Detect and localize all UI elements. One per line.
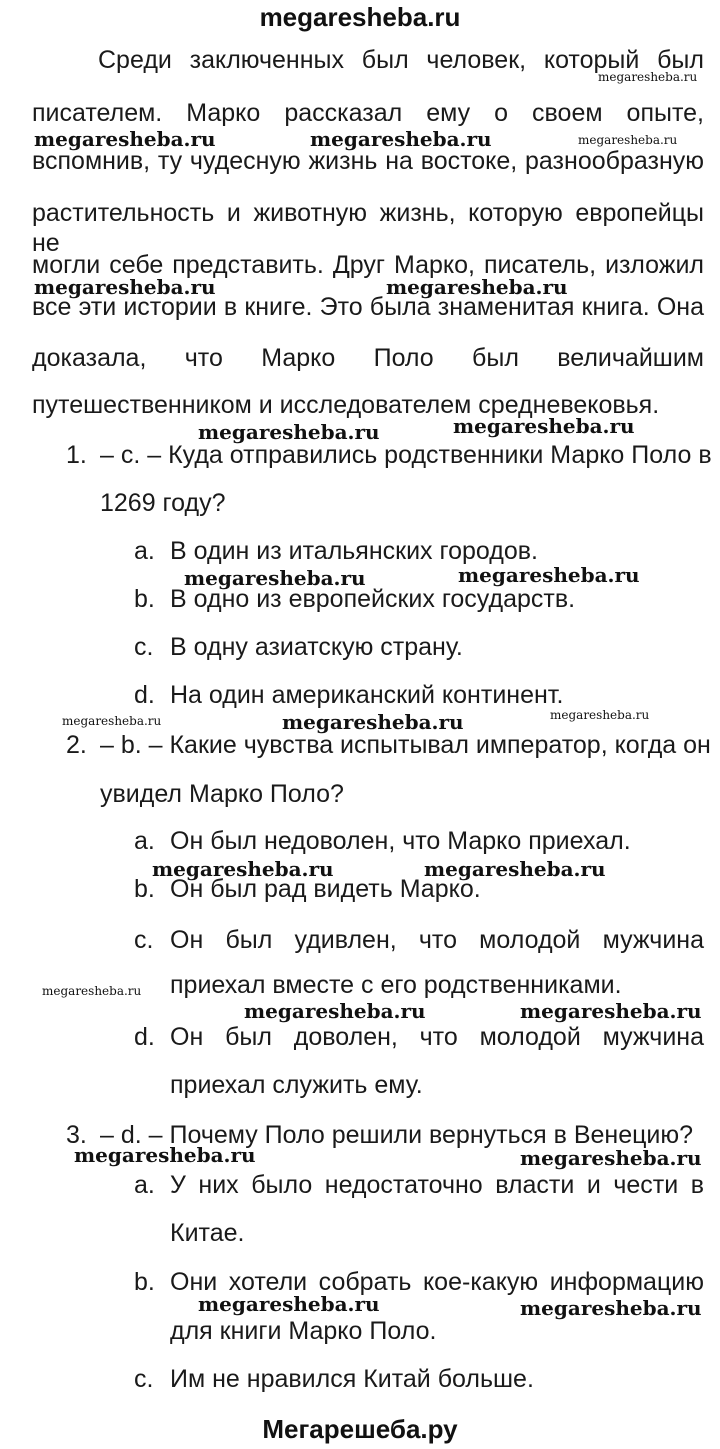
option-letter: d. [134, 681, 155, 709]
watermark: megaresheba.ru [62, 714, 162, 728]
watermark: megaresheba.ru [310, 127, 492, 151]
question-text: увидел Марко Поло? [100, 780, 344, 808]
watermark: megaresheba.ru [152, 857, 334, 881]
question-text: – d. – Почему Поло решили вернуться в Венецию? [100, 1121, 694, 1149]
watermark: megaresheba.ru [453, 414, 635, 438]
option-letter: d. [134, 1023, 155, 1051]
option-letter: c. [134, 926, 154, 954]
page-header: megaresheba.ru [259, 2, 461, 32]
option-text: У них было недостаточно власти и чести в [170, 1171, 704, 1199]
option-text: Он был недоволен, что Марко приехал. [170, 827, 631, 855]
watermark: megaresheba.ru [282, 710, 464, 734]
watermark: megaresheba.ru [244, 999, 426, 1023]
paragraph-line: могли себе представить. Друг Марко, писатель, изложил [32, 251, 704, 279]
watermark: megaresheba.ru [598, 70, 698, 84]
watermark: megaresheba.ru [520, 1296, 702, 1320]
option-text: приехал служить ему. [170, 1071, 423, 1099]
watermark: megaresheba.ru [520, 999, 702, 1023]
option-text: Они хотели собрать кое-какую информацию [170, 1268, 704, 1296]
paragraph-line: вспомнив, ту чудесную жизнь на востоке, разнообразную [32, 147, 704, 175]
option-text: В одно из европейских государств. [170, 585, 576, 613]
paragraph-line: путешественником и исследователем средневековья. [32, 391, 660, 419]
watermark: megaresheba.ru [74, 1143, 256, 1167]
option-letter: c. [134, 1365, 154, 1393]
watermark: megaresheba.ru [550, 708, 650, 722]
watermark: megaresheba.ru [198, 1292, 380, 1316]
question-text: 1269 году? [100, 489, 226, 517]
watermark: megaresheba.ru [458, 563, 640, 587]
option-text: На один американский континент. [170, 681, 564, 709]
question-text: – c. – Куда отправились родственники Марко Поло в [100, 441, 712, 469]
option-letter: b. [134, 875, 155, 903]
question-text: – b. – Какие чувства испытывал император, когда он [100, 731, 711, 759]
option-text: Им не нравился Китай больше. [170, 1365, 534, 1393]
watermark: megaresheba.ru [386, 275, 568, 299]
paragraph-line: доказала, что Марко Поло был величайшим [32, 344, 704, 372]
paragraph-line: растительность и животную жизнь, которую европейцы не [32, 199, 704, 257]
option-letter: a. [134, 537, 155, 565]
watermark: megaresheba.ru [34, 275, 216, 299]
option-letter: a. [134, 827, 155, 855]
question-number: 3. [66, 1121, 87, 1149]
option-text: для книги Марко Поло. [170, 1317, 437, 1345]
option-letter: a. [134, 1171, 155, 1199]
watermark: megaresheba.ru [198, 420, 380, 444]
option-text: Китае. [170, 1219, 245, 1247]
watermark: megaresheba.ru [34, 127, 216, 151]
option-text: Он был удивлен, что молодой мужчина [170, 926, 704, 954]
option-text: Он был доволен, что молодой мужчина [170, 1023, 704, 1051]
option-letter: b. [134, 1268, 155, 1296]
question-number: 2. [66, 731, 87, 759]
paragraph-line: все эти истории в книге. Это была знаменитая книга. Она [32, 293, 704, 321]
paragraph-line: Среди заключенных был человек, который был [98, 46, 704, 74]
watermark: megaresheba.ru [42, 984, 142, 998]
option-text: приехал вместе с его родственниками. [170, 971, 622, 999]
option-text: В одну азиатскую страну. [170, 633, 463, 661]
option-letter: b. [134, 585, 155, 613]
watermark: megaresheba.ru [578, 133, 678, 147]
page-footer: Мегарешеба.ру [262, 1414, 458, 1444]
watermark: megaresheba.ru [424, 857, 606, 881]
option-letter: c. [134, 633, 154, 661]
watermark: megaresheba.ru [520, 1146, 702, 1170]
paragraph-line: писателем. Марко рассказал ему о своем опыте, [32, 99, 704, 127]
question-number: 1. [66, 441, 87, 469]
option-text: Он был рад видеть Марко. [170, 875, 481, 903]
watermark: megaresheba.ru [184, 566, 366, 590]
option-text: В один из итальянских городов. [170, 537, 538, 565]
